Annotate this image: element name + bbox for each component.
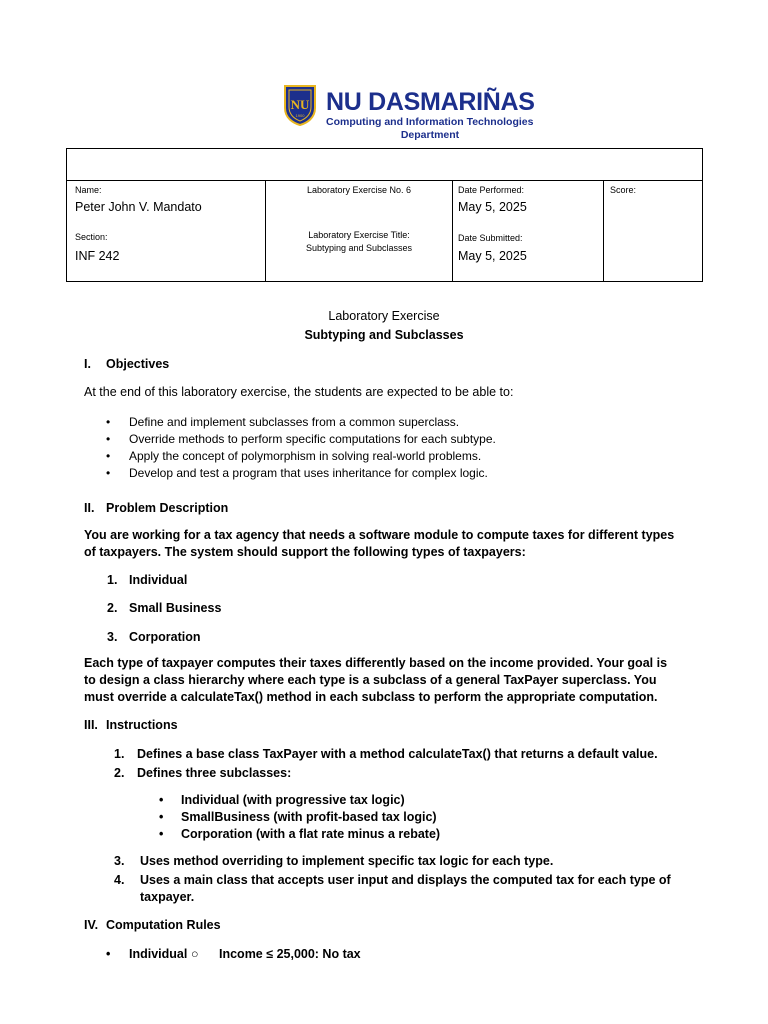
problem-paragraph-2-line-3: must override a calculateTax() method in each subclass to perform the appropriate computation. xyxy=(84,690,658,704)
exercise-title-label: Laboratory Exercise Title: xyxy=(308,230,410,240)
name-value: Peter John V. Mandato xyxy=(75,200,202,214)
taxpayer-type-number: 1. xyxy=(107,573,118,587)
problem-paragraph-2-line-2: to design a class hierarchy where each type is a subclass of a general TaxPayer superclass. You xyxy=(84,673,657,687)
instruction-number: 4. xyxy=(114,873,125,887)
brand-name: NU DASMARIÑAS xyxy=(326,88,535,116)
name-label: Name: xyxy=(75,185,102,195)
taxpayer-type-number: 3. xyxy=(107,630,118,644)
section-label: Section: xyxy=(75,232,108,242)
rule-sub-bullet-marker: ○ xyxy=(191,947,199,961)
subclass-item: • Corporation (with a flat rate minus a rebate) xyxy=(181,827,440,841)
problem-paragraph-1-line-2: of taxpayers. The system should support the following types of taxpayers: xyxy=(84,545,526,559)
instruction-number: 1. xyxy=(114,747,125,761)
taxpayer-type: Individual xyxy=(129,573,188,587)
instruction-item: Defines three subclasses: xyxy=(137,766,292,780)
problem-paragraph-2-line-1: Each type of taxpayer computes their taxes differently based on the income provided. Your goal is xyxy=(84,656,668,670)
score-label: Score: xyxy=(610,185,637,195)
university-seal-logo xyxy=(282,84,318,126)
taxpayer-type: Corporation xyxy=(129,630,201,644)
section-1-intro: At the end of this laboratory exercise, the students are expected to be able to: xyxy=(84,385,514,399)
section-2-title: Problem Description xyxy=(106,501,229,515)
objective-item: • Define and implement subclasses from a common superclass. xyxy=(129,415,459,429)
brand-department-line2: Department xyxy=(400,129,460,141)
objective-item: • Override methods to perform specific computations for each subtype. xyxy=(129,432,496,446)
table-top-bar xyxy=(66,148,703,181)
document-subheading: Subtyping and Subclasses xyxy=(304,328,464,342)
table-divider xyxy=(603,181,604,281)
table-divider xyxy=(265,181,266,281)
rule-category: • Individual xyxy=(129,947,187,961)
section-3-title: Instructions xyxy=(106,718,178,732)
instruction-number: 3. xyxy=(114,854,125,868)
exercise-number: Laboratory Exercise No. 6 xyxy=(306,185,412,195)
section-4-title: Computation Rules xyxy=(106,918,221,932)
seal-year: 1900 xyxy=(295,113,305,118)
instruction-item: Defines a base class TaxPayer with a method calculateTax() that returns a default value. xyxy=(137,747,658,761)
objective-item: • Develop and test a program that uses inheritance for complex logic. xyxy=(129,466,488,480)
info-table xyxy=(66,180,703,282)
rule-item: Income ≤ 25,000: No tax xyxy=(219,947,361,961)
instruction-item-line-2: taxpayer. xyxy=(140,890,195,904)
document-heading: Laboratory Exercise xyxy=(328,309,440,323)
date-performed-value: May 5, 2025 xyxy=(458,200,527,214)
taxpayer-type-number: 2. xyxy=(107,601,118,615)
subclass-item: • Individual (with progressive tax logic) xyxy=(181,793,405,807)
seal-monogram: NU xyxy=(290,97,310,112)
section-1-number: I. xyxy=(84,357,91,371)
problem-paragraph-1-line-1: You are working for a tax agency that needs a software module to compute taxes for different types xyxy=(84,528,675,542)
date-performed-label: Date Performed: xyxy=(458,185,525,195)
date-submitted-label: Date Submitted: xyxy=(458,233,523,243)
section-2-number: II. xyxy=(84,501,95,515)
section-1-title: Objectives xyxy=(106,357,170,371)
brand-department-line1: Computing and Information Technologies xyxy=(326,116,534,128)
section-4-number: IV. xyxy=(84,918,99,932)
section-3-number: III. xyxy=(84,718,98,732)
instruction-item: Uses method overriding to implement specific tax logic for each type. xyxy=(140,854,554,868)
taxpayer-type: Small Business xyxy=(129,601,222,615)
instruction-item-line-1: Uses a main class that accepts user input and displays the computed tax for each type of xyxy=(140,873,671,887)
exercise-title-value: Subtyping and Subclasses xyxy=(305,243,413,253)
instruction-number: 2. xyxy=(114,766,125,780)
table-divider xyxy=(452,181,453,281)
date-submitted-value: May 5, 2025 xyxy=(458,249,527,263)
section-value: INF 242 xyxy=(75,249,120,263)
subclass-item: • SmallBusiness (with profit-based tax logic) xyxy=(181,810,437,824)
objective-item: • Apply the concept of polymorphism in solving real-world problems. xyxy=(129,449,481,463)
